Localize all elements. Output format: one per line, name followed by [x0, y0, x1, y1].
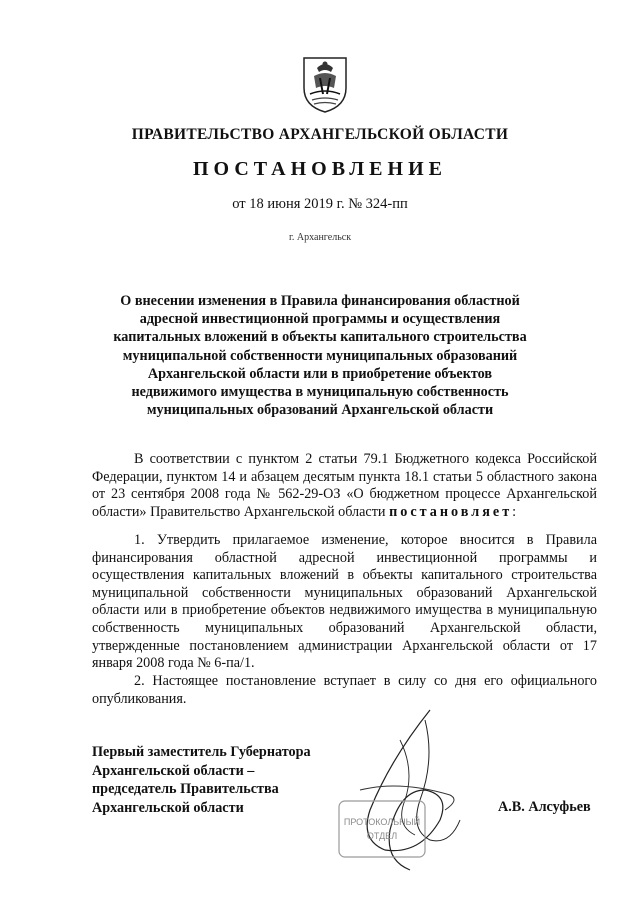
coat-of-arms-emblem — [300, 54, 350, 114]
signatory-position — [92, 743, 311, 817]
signatory-position-line: Первый заместитель Губернатора — [92, 744, 311, 760]
signatory-position-line: Архангельской области — [92, 799, 244, 816]
svg-text:ПРОТОКОЛЬНЫЙ: ПРОТОКОЛЬНЫЙ — [343, 817, 421, 827]
preamble-text: В соответствии с пунктом 2 статьи 79.1 Бюджетного кодекса Российской Федерации, пунктом 14 и абзацем десятым пункта 18.1 статьи 5 областного закона от 23 сентября 2008 года № 562-29-ОЗ «О бюджетном процессе Архангельской области» Правительство Архангельской области — [92, 451, 597, 520]
document-date-number: от 18 июня 2019 г. № 324-пп — [232, 196, 408, 212]
signatory-name: А.В. Алсуфьев — [498, 799, 591, 815]
signatory-position-line: председатель Правительства — [92, 781, 279, 798]
government-name: ПРАВИТЕЛЬСТВО АРХАНГЕЛЬСКОЙ ОБЛАСТИ — [131, 126, 509, 143]
item-2-paragraph: 2. Настоящее постановление вступает в силу со дня его официального опубликования. — [92, 673, 597, 707]
document-city: г. Архангельск — [288, 232, 352, 243]
decree-suffix: : — [512, 503, 517, 520]
signatory-position-line: Архангельской области – — [92, 762, 255, 779]
svg-text:ОТДЕЛ: ОТДЕЛ — [366, 831, 398, 841]
preamble-paragraph — [92, 451, 597, 521]
decree-word: постановляет — [389, 503, 513, 520]
document-subject: О внесении изменения в Правила финансирования областной адресной инвестиционной программы и осуществления капитальных вложений в объекты капитального строительства муниципальной собственности муниципальных образований Архангельской области или в приобретение объектов недвижимого имущества в муниципальную собственность муниципальных образований Архангельской области — [113, 293, 527, 419]
department-stamp — [335, 795, 430, 865]
document-type-title: ПОСТАНОВЛЕНИЕ — [193, 158, 447, 180]
item-1-paragraph: 1. Утвердить прилагаемое изменение, которое вносится в Правила финансирования областной адресной инвестиционной программы и осуществления капитальных вложений в объекты капитального строительства муниципальной собственности муниципальных образований Архангельской области или в приобретение объектов недвижимого имущества в муниципальную собственность муниципальных образований Архангельской области, утвержденные постановлением администрации Архангельской области от 17 января 2008 года № 6-па/1. — [92, 532, 597, 672]
